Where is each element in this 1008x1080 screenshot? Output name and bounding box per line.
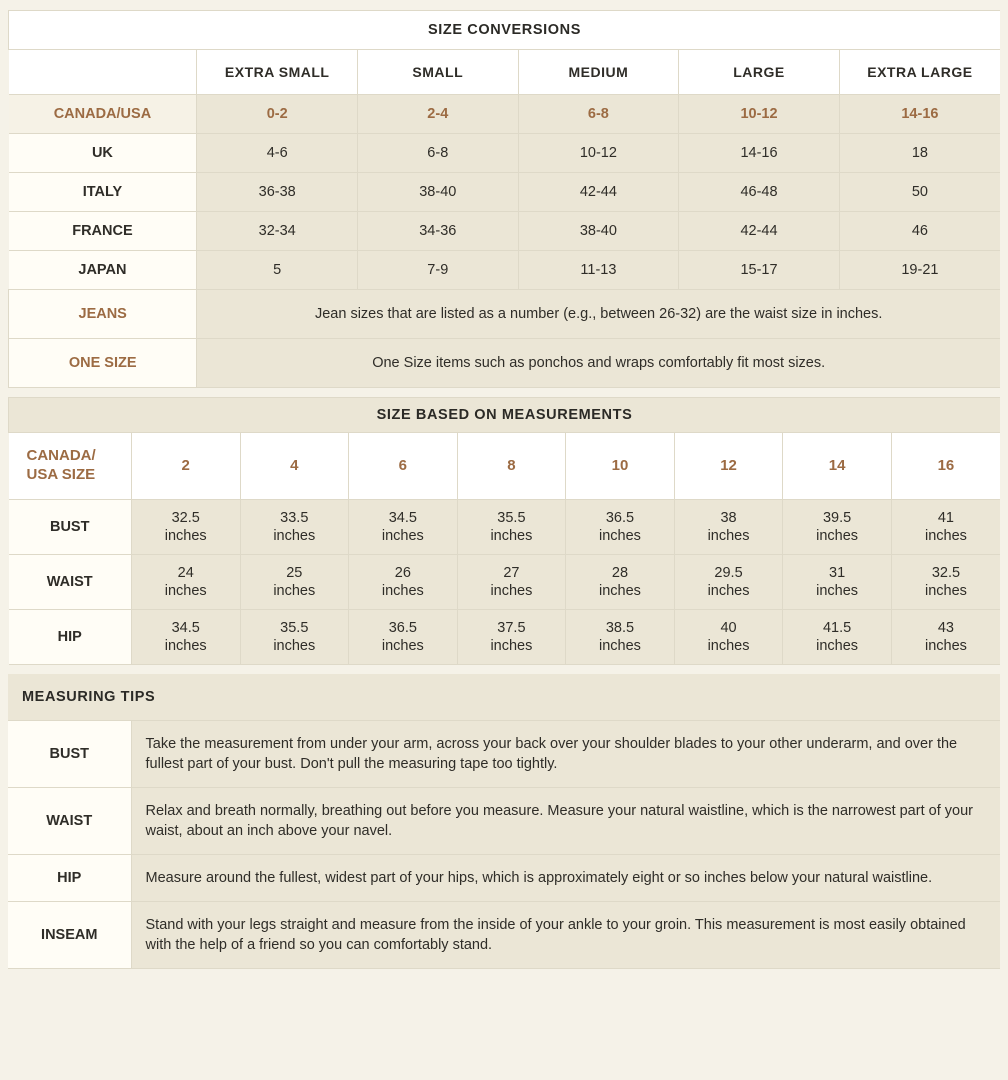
tip-label-bust: BUST [8, 721, 131, 788]
value: 41 [937, 509, 954, 526]
cell-canada-usa-l: 10-12 [679, 95, 840, 134]
cell-waist-12 [674, 554, 783, 609]
unit: inches [381, 527, 424, 544]
unit: inches [490, 582, 533, 599]
cell-france-l: 42-44 [679, 212, 840, 251]
cell-waist-8 [457, 554, 566, 609]
measurements-col-10: 10 [566, 433, 675, 500]
cell-hip-16 [891, 610, 1000, 665]
row-label-italy: ITALY [9, 173, 197, 212]
tip-text-waist: Relax and breath normally, breathing out before you measure. Measure your natural waistline, which is the narrowest part of your waist, about an inch above your navel. [131, 788, 1000, 855]
value: 33.5 [280, 509, 309, 526]
table-row [9, 251, 1001, 290]
row-label-one-size: ONE SIZE [9, 339, 197, 388]
conversions-col-l: LARGE [679, 50, 840, 95]
unit: inches [924, 527, 967, 544]
row-label-waist: WAIST [9, 554, 132, 609]
cell-bust-16 [891, 499, 1000, 554]
conversions-title-row [9, 11, 1001, 50]
size-conversions-table [8, 10, 1000, 388]
row-label-bust: BUST [9, 499, 132, 554]
cell-italy-xs: 36-38 [197, 173, 358, 212]
value: 39.5 [822, 509, 852, 526]
cell-waist-2 [131, 554, 240, 609]
cell-canada-usa-m: 6-8 [518, 95, 679, 134]
unit: inches [816, 638, 859, 655]
cell-waist-6 [349, 554, 458, 609]
cell-hip-6 [349, 610, 458, 665]
value: 36.5 [388, 620, 417, 636]
table-row [9, 173, 1001, 212]
measurements-col-16: 16 [891, 433, 1000, 500]
tip-text-inseam: Stand with your legs straight and measure from the inside of your ankle to your groin. This measurement is most easily obtained with the help of a friend so you can comfortably stand. [131, 902, 1000, 969]
unit: inches [164, 582, 207, 599]
conversions-header-corner [9, 50, 197, 95]
table-row [9, 95, 1001, 134]
measurements-col-4: 4 [240, 433, 349, 500]
measurements-col-8: 8 [457, 433, 566, 500]
conversions-col-s: SMALL [357, 50, 518, 95]
cell-italy-l: 46-48 [679, 173, 840, 212]
corner-label-line1: CANADA/ [26, 447, 96, 464]
tip-label-hip: HIP [8, 855, 131, 902]
cell-waist-10 [566, 554, 675, 609]
cell-japan-xl: 19-21 [839, 251, 1000, 290]
table-row [8, 788, 1000, 855]
value: 32.5 [171, 509, 200, 526]
cell-uk-l: 14-16 [679, 134, 840, 173]
cell-uk-xs: 4-6 [197, 134, 358, 173]
row-label-france: FRANCE [9, 212, 197, 251]
row-label-japan: JAPAN [9, 251, 197, 290]
cell-japan-l: 15-17 [679, 251, 840, 290]
value: 34.5 [171, 620, 200, 636]
tip-text-hip: Measure around the fullest, widest part of your hips, which is approximately eight or so inches below your natural waistline. [131, 855, 1000, 902]
tip-label-waist: WAIST [8, 788, 131, 855]
unit: inches [599, 582, 641, 599]
measurements-table [8, 397, 1000, 665]
value: 38.5 [605, 620, 635, 636]
tips-title: MEASURING TIPS [8, 674, 1000, 721]
row-label-hip: HIP [9, 610, 132, 665]
unit: inches [707, 582, 750, 599]
value: 38 [720, 509, 737, 526]
measurements-title-row [9, 398, 1001, 433]
cell-uk-m: 10-12 [518, 134, 679, 173]
table-row [9, 610, 1001, 665]
value: 26 [394, 564, 411, 581]
cell-canada-usa-s: 2-4 [357, 95, 518, 134]
cell-canada-usa-xl: 14-16 [839, 95, 1000, 134]
tips-title-row [8, 674, 1000, 721]
note-jeans: Jean sizes that are listed as a number (e.g., between 26-32) are the waist size in inches. [197, 290, 1000, 339]
cell-bust-10 [566, 499, 675, 554]
table-row [9, 134, 1001, 173]
cell-france-xl: 46 [839, 212, 1000, 251]
page-title: SIZE CONVERSIONS [9, 11, 1001, 50]
cell-japan-m: 11-13 [518, 251, 679, 290]
tip-label-inseam: INSEAM [8, 902, 131, 969]
table-row [9, 339, 1001, 388]
cell-bust-8 [457, 499, 566, 554]
value: 31 [829, 564, 846, 581]
cell-bust-14 [783, 499, 892, 554]
cell-waist-14 [783, 554, 892, 609]
cell-bust-6 [349, 499, 458, 554]
table-row [8, 721, 1000, 788]
unit: inches [599, 527, 641, 544]
unit: inches [599, 638, 641, 655]
table-row [8, 855, 1000, 902]
cell-hip-4 [240, 610, 349, 665]
value: 37.5 [497, 620, 526, 636]
unit: inches [707, 638, 750, 655]
cell-hip-8 [457, 610, 566, 665]
tip-text-bust: Take the measurement from under your arm, across your back over your shoulder blades to your other underarm, and over the fullest part of your bust. Don't pull the measuring tape too tightly. [131, 721, 1000, 788]
value: 25 [286, 564, 303, 581]
measurements-col-12: 12 [674, 433, 783, 500]
unit: inches [164, 638, 207, 655]
table-row [8, 902, 1000, 969]
table-row [9, 554, 1001, 609]
cell-hip-14 [783, 610, 892, 665]
measuring-tips-table [8, 674, 1000, 969]
cell-japan-xs: 5 [197, 251, 358, 290]
value: 24 [177, 564, 194, 581]
measurements-col-2: 2 [131, 433, 240, 500]
cell-japan-s: 7-9 [357, 251, 518, 290]
measurements-col-6: 6 [349, 433, 458, 500]
value: 43 [937, 620, 954, 636]
unit: inches [273, 638, 316, 655]
corner-label-line2: USA SIZE [26, 465, 96, 483]
cell-hip-10 [566, 610, 675, 665]
row-label-canada-usa: CANADA/USA [9, 95, 197, 134]
value: 29.5 [714, 564, 743, 581]
cell-hip-2 [131, 610, 240, 665]
measurements-col-14: 14 [783, 433, 892, 500]
unit: inches [273, 582, 316, 599]
cell-italy-s: 38-40 [357, 173, 518, 212]
value: 35.5 [280, 620, 309, 636]
cell-france-xs: 32-34 [197, 212, 358, 251]
cell-waist-16 [891, 554, 1000, 609]
unit: inches [816, 527, 859, 544]
cell-italy-m: 42-44 [518, 173, 679, 212]
row-label-uk: UK [9, 134, 197, 173]
unit: inches [381, 638, 424, 655]
unit: inches [924, 638, 967, 655]
value: 36.5 [605, 509, 635, 526]
value: 27 [503, 564, 520, 581]
value: 41.5 [822, 620, 852, 636]
unit: inches [490, 638, 533, 655]
value: 32.5 [931, 564, 961, 581]
unit: inches [273, 527, 316, 544]
note-one-size: One Size items such as ponchos and wraps comfortably fit most sizes. [197, 339, 1000, 388]
table-row [9, 290, 1001, 339]
value: 28 [611, 564, 629, 581]
unit: inches [490, 527, 533, 544]
cell-bust-12 [674, 499, 783, 554]
measurements-header-corner [9, 433, 132, 500]
value: 34.5 [388, 509, 417, 526]
conversions-col-xs: EXTRA SMALL [197, 50, 358, 95]
unit: inches [924, 582, 967, 599]
unit: inches [816, 582, 859, 599]
cell-italy-xl: 50 [839, 173, 1000, 212]
cell-canada-usa-xs: 0-2 [197, 95, 358, 134]
conversions-col-xl: EXTRA LARGE [839, 50, 1000, 95]
value: 35.5 [497, 509, 526, 526]
cell-france-m: 38-40 [518, 212, 679, 251]
table-row [9, 499, 1001, 554]
measurements-title: SIZE BASED ON MEASUREMENTS [9, 398, 1001, 433]
cell-bust-2 [131, 499, 240, 554]
cell-uk-s: 6-8 [357, 134, 518, 173]
cell-hip-12 [674, 610, 783, 665]
cell-waist-4 [240, 554, 349, 609]
unit: inches [707, 527, 750, 544]
measurements-header-row [9, 433, 1001, 500]
conversions-col-m: MEDIUM [518, 50, 679, 95]
unit: inches [381, 582, 424, 599]
cell-bust-4 [240, 499, 349, 554]
cell-uk-xl: 18 [839, 134, 1000, 173]
table-row [9, 212, 1001, 251]
value: 40 [720, 620, 737, 636]
cell-france-s: 34-36 [357, 212, 518, 251]
unit: inches [164, 527, 207, 544]
row-label-jeans: JEANS [9, 290, 197, 339]
conversions-header-row [9, 50, 1001, 95]
